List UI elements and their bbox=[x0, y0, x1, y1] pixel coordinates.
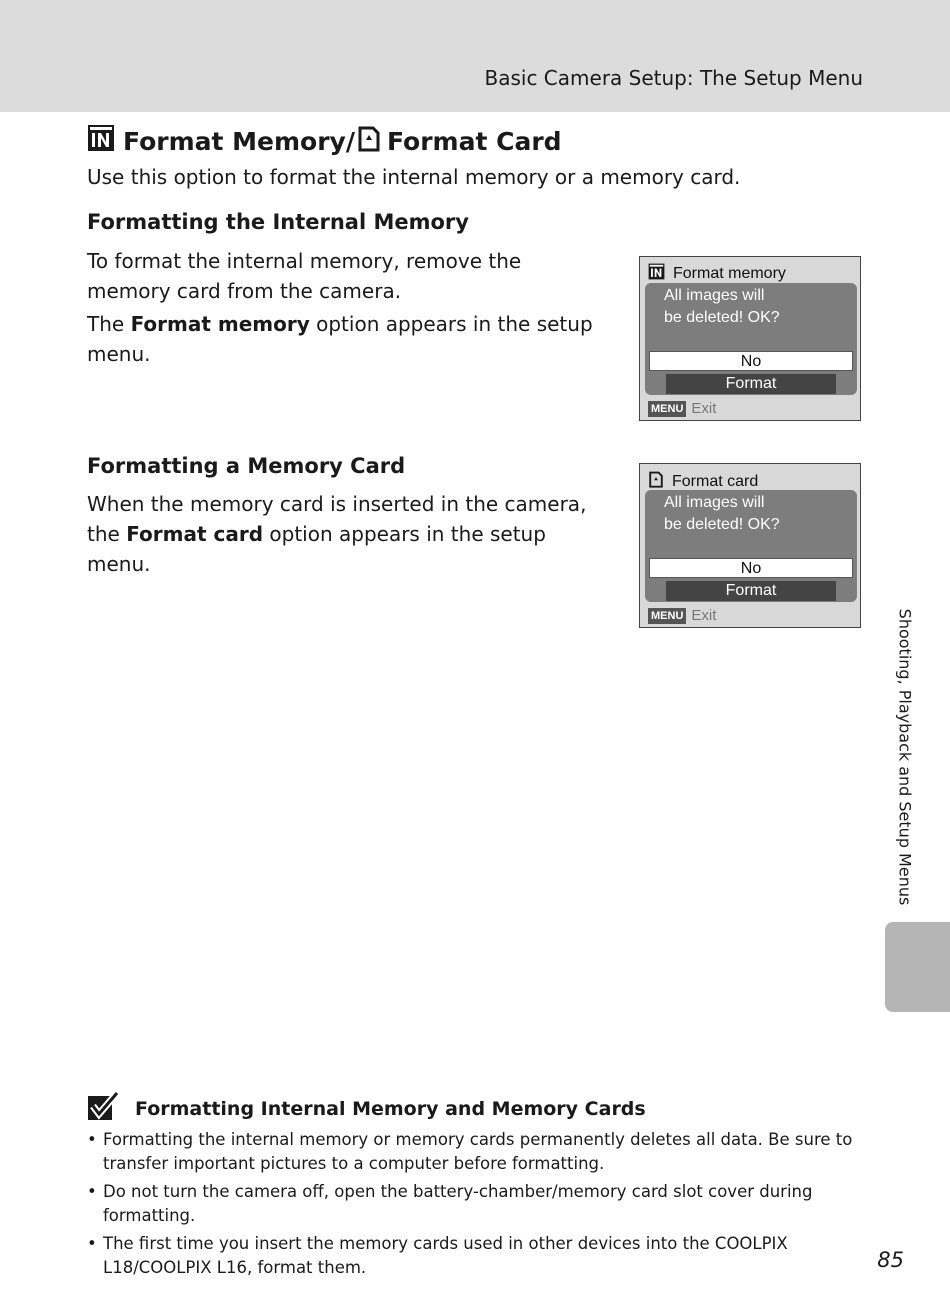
no-option[interactable]: No bbox=[649, 351, 853, 371]
dialog-message-line2: be deleted! OK? bbox=[664, 309, 780, 326]
screen-title-text: Format card bbox=[672, 472, 759, 490]
list-item-text: The first time you insert the memory cards used in other devices into the COOLPIX L18/COOLPIX L16, format them. bbox=[103, 1234, 788, 1277]
list-item: • Do not turn the camera off, open the battery-chamber/memory card slot cover during formatting. bbox=[87, 1182, 813, 1225]
section-internal-memory-title: Formatting the Internal Memory bbox=[87, 210, 469, 234]
list-item-text: Formatting the internal memory or memory cards permanently deletes all data. Be sure to transfer important pictures to a computer before formatting. bbox=[103, 1130, 853, 1173]
format-card-term: Format card bbox=[126, 522, 264, 546]
internal-memory-icon bbox=[648, 263, 665, 285]
format-option[interactable]: Format bbox=[666, 581, 836, 601]
screen-title bbox=[648, 263, 786, 285]
screen-title-text: Format memory bbox=[673, 265, 786, 282]
menu-button-icon: MENU bbox=[648, 401, 686, 417]
note-title: Formatting Internal Memory and Memory Cards bbox=[135, 1098, 646, 1120]
p2-pre: The bbox=[87, 312, 131, 336]
note-header bbox=[87, 1092, 646, 1126]
format-memory-screen bbox=[639, 256, 861, 421]
section-internal-memory-p2 bbox=[87, 309, 607, 369]
note-list bbox=[87, 1128, 877, 1284]
dialog-message bbox=[664, 492, 780, 536]
list-item: • Formatting the internal memory or memory cards permanently deletes all data. Be sure to transfer important pictures to a computer before formatting. bbox=[87, 1130, 853, 1173]
p1-pre: When the memory card is inserted in the camera, the bbox=[87, 492, 587, 546]
page-header bbox=[0, 0, 950, 112]
confirm-dialog bbox=[645, 490, 857, 602]
page-title bbox=[87, 124, 562, 158]
confirm-dialog bbox=[645, 283, 857, 395]
internal-memory-icon bbox=[87, 124, 115, 158]
check-note-icon bbox=[87, 1092, 119, 1126]
format-card-screen bbox=[639, 463, 861, 628]
p2-post: option appears in the setup menu. bbox=[87, 312, 593, 366]
memory-card-icon bbox=[357, 124, 381, 158]
dialog-message-line1: All images will bbox=[664, 287, 765, 304]
p1-post: option appears in the setup menu. bbox=[87, 522, 546, 576]
dialog-message-line2: be deleted! OK? bbox=[664, 516, 780, 533]
title-part-2: Format Card bbox=[386, 126, 562, 156]
list-item-text: Do not turn the camera off, open the battery-chamber/memory card slot cover during formatting. bbox=[103, 1182, 813, 1225]
section-internal-memory-p1: To format the internal memory, remove the memory card from the camera. bbox=[87, 249, 522, 303]
intro-text: Use this option to format the internal memory or a memory card. bbox=[87, 165, 741, 189]
list-item: • The first time you insert the memory cards used in other devices into the COOLPIX L18/COOLPIX L16, format them. bbox=[87, 1234, 788, 1277]
format-option[interactable]: Format bbox=[666, 374, 836, 394]
section-memory-card-p1 bbox=[87, 489, 607, 579]
dialog-message bbox=[664, 285, 780, 329]
section-memory-card-title: Formatting a Memory Card bbox=[87, 454, 406, 478]
format-memory-term: Format memory bbox=[130, 312, 310, 336]
exit-label: Exit bbox=[691, 607, 717, 624]
menu-button-icon: MENU bbox=[648, 608, 686, 624]
exit-hint bbox=[648, 400, 716, 417]
dialog-message-line1: All images will bbox=[664, 494, 765, 511]
page-number: 85 bbox=[877, 1248, 904, 1272]
exit-label: Exit bbox=[691, 400, 717, 417]
header-title: Basic Camera Setup: The Setup Menu bbox=[484, 66, 863, 90]
exit-hint bbox=[648, 607, 716, 624]
title-part-1: Format Memory/ bbox=[123, 126, 355, 156]
side-section-tab bbox=[885, 922, 950, 1012]
no-option[interactable]: No bbox=[649, 558, 853, 578]
side-section-label: Shooting, Playback and Setup Menus bbox=[895, 608, 915, 906]
